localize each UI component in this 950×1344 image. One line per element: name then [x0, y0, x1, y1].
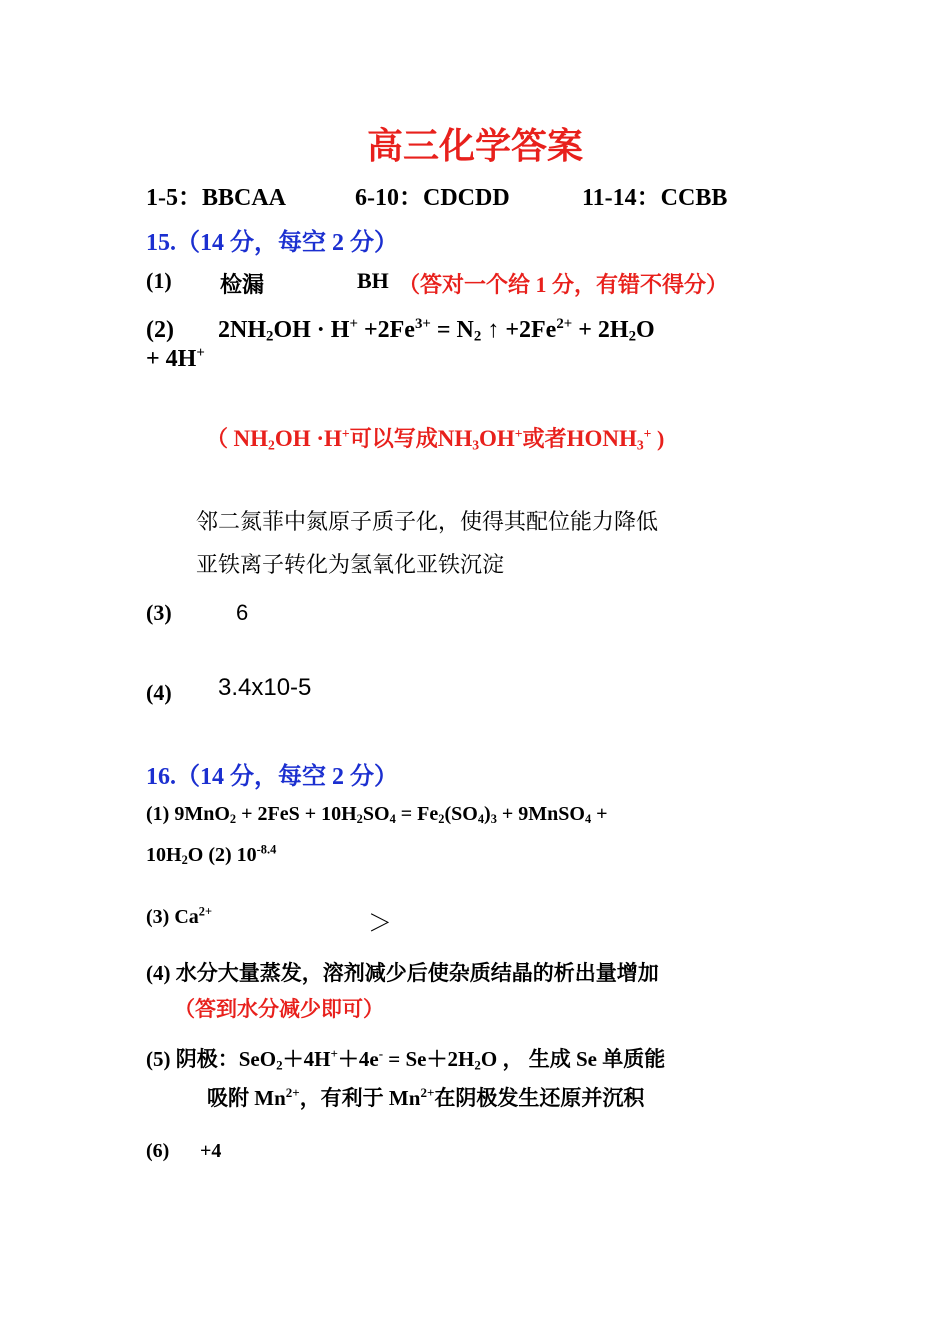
q15-p2-equation: $2NH_2OH \cdot H^+ +2Fe^{3+} = N_2$ ↑ $+2Fe^{2+} + 2H_2O$ [218, 316, 655, 345]
q15-explanation-2: 亚铁离子转化为氢氧化亚铁沉淀 [196, 552, 505, 577]
q16-p6-answer: +4 [200, 1140, 222, 1162]
q15-header: 15.（14 分，每空 2 分） [146, 230, 398, 256]
q16-header: 16.（14 分，每空 2 分） [146, 764, 398, 790]
q16-p5-line2: 吸附 $Mn^{2+}$，有利于 $Mn^{2+}$在阴极发生还原并沉积 [207, 1085, 645, 1110]
q16-p3-comparison: ＞ [368, 910, 392, 937]
q16-p6-label: (6) [146, 1140, 170, 1162]
q15-p2-label: (2) [146, 317, 174, 343]
q15-p3-label: (3) [146, 600, 172, 625]
q15-p2-equation-line2: + 4H+ [146, 345, 205, 372]
q16-p4-text: (4) 水分大量蒸发，溶剂减少后使杂质结晶的析出量增加 [146, 961, 659, 985]
q16-p3-label: (3) $Ca^{2+}$ [146, 904, 213, 928]
q15-p4-label: (4) [146, 680, 172, 705]
q15-explanation-1: 邻二氮菲中氮原子质子化，使得其配位能力降低 [196, 509, 659, 534]
mc-group-3: 11-14：CCBB [582, 185, 728, 211]
q16-p5-line1: (5) 阴极：$SeO_2+4H^++4e^- = Se+2H_2O$ ， 生成 Se 单质能 [146, 1046, 666, 1073]
q16-p1-p2-line: $10H_2O$ (2) $10^{-8.4}$ [146, 842, 277, 868]
q15-p1-answer-b: BH [357, 268, 389, 293]
q15-p1-note: （答对一个给 1 分，有错不得分） [398, 272, 729, 297]
q15-p1-answer-a: 检漏 [220, 272, 265, 297]
q15-p2-note: （ $NH_2OH \cdot H^+$可以写成$NH_3OH^+$或者$HONH_3^+$ ) [206, 425, 665, 453]
q15-p1-label: (1) [146, 268, 172, 293]
q15-p4-answer: 3.4x10-5 [218, 674, 312, 701]
q15-p3-answer: 6 [236, 600, 249, 625]
page-title: 高三化学答案 [366, 126, 583, 167]
mc-group-2: 6-10：CDCDD [355, 185, 510, 211]
q16-p4-note: （答到水分减少即可） [174, 997, 384, 1021]
q16-p1-equation: (1) $9MnO_2 + 2FeS + 10H_2SO_4 = Fe_2(SO_4)_3$ + 9MnSO$_4$ + [146, 803, 608, 827]
mc-group-1: 1-5：BBCAA [146, 185, 287, 211]
